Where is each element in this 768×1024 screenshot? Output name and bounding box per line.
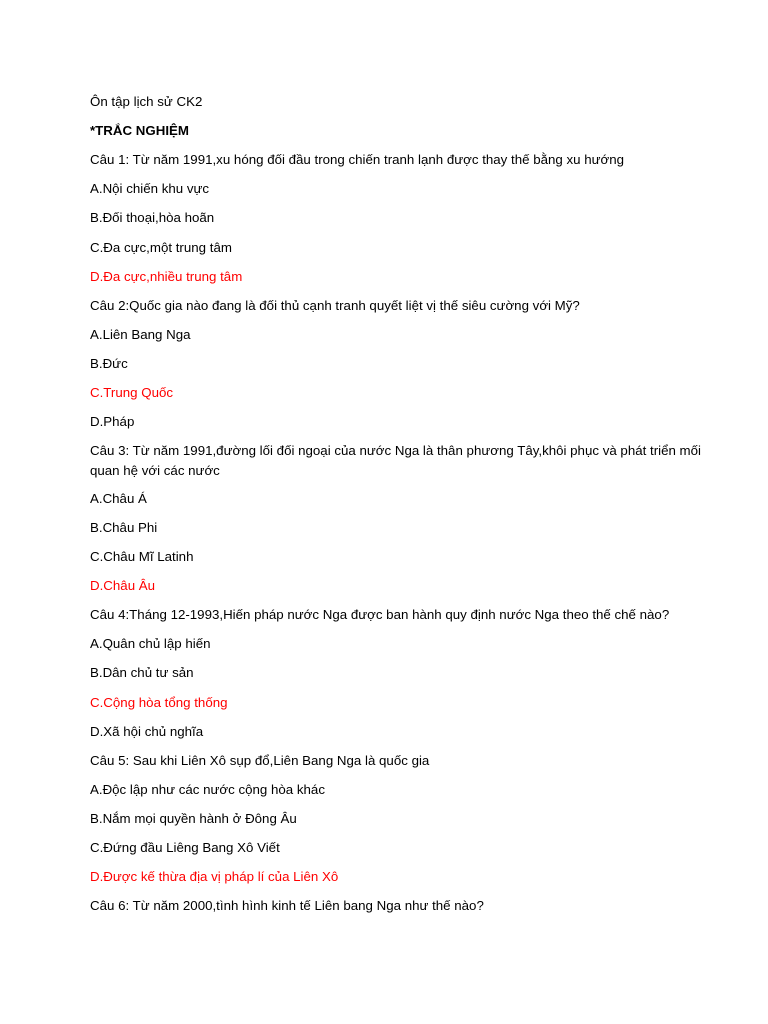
q5-option-b: B.Nắm mọi quyền hành ở Đông Âu xyxy=(90,811,297,826)
section-heading: *TRẮC NGHIỆM xyxy=(90,123,189,138)
q2-option-b: B.Đức xyxy=(90,356,128,371)
q3-option-b: B.Châu Phi xyxy=(90,520,158,535)
q4-option-b: B.Dân chủ tư sản xyxy=(90,665,194,680)
q2-option-d: D.Pháp xyxy=(90,414,135,429)
q1-option-d-answer: D.Đa cực,nhiều trung tâm xyxy=(90,269,243,284)
q3-option-a: A.Châu Á xyxy=(90,491,147,506)
question-3-line-1: Câu 3: Từ năm 1991,đường lối đối ngoại của nước Nga là thân phương Tây,khôi phục và phát triển mối xyxy=(90,443,701,458)
q1-option-a: A.Nội chiến khu vực xyxy=(90,181,210,196)
q5-option-a: A.Độc lập như các nước cộng hòa khác xyxy=(90,782,325,797)
q1-option-b: B.Đối thoại,hòa hoãn xyxy=(90,210,215,225)
question-6: Câu 6: Từ năm 2000,tình hình kinh tế Liên bang Nga như thế nào? xyxy=(90,898,484,913)
q5-option-d-answer: D.Được kế thừa địa vị pháp lí của Liên Xô xyxy=(90,869,339,884)
question-5: Câu 5: Sau khi Liên Xô sụp đổ,Liên Bang Nga là quốc gia xyxy=(90,753,430,768)
question-1: Câu 1: Từ năm 1991,xu hóng đối đầu trong chiến tranh lạnh được thay thế bằng xu hướng xyxy=(90,152,625,167)
q2-option-a: A.Liên Bang Nga xyxy=(90,327,191,342)
question-2: Câu 2:Quốc gia nào đang là đối thủ cạnh tranh quyết liệt vị thế siêu cường với Mỹ? xyxy=(90,298,580,313)
q4-option-c-answer: C.Cộng hòa tổng thống xyxy=(90,695,228,710)
q1-option-c: C.Đa cực,một trung tâm xyxy=(90,240,232,255)
q4-option-a: A.Quân chủ lập hiến xyxy=(90,636,211,651)
document-title: Ôn tập lịch sử CK2 xyxy=(90,94,203,109)
q5-option-c: C.Đứng đầu Liêng Bang Xô Viết xyxy=(90,840,280,855)
q3-option-c: C.Châu Mĩ Latinh xyxy=(90,549,194,564)
q2-option-c-answer: C.Trung Quốc xyxy=(90,385,174,400)
question-3-line-2: quan hệ với các nước xyxy=(90,463,220,478)
q4-option-d: D.Xã hội chủ nghĩa xyxy=(90,724,204,739)
question-4: Câu 4:Tháng 12-1993,Hiến pháp nước Nga được ban hành quy định nước Nga theo thế chế nào? xyxy=(90,607,670,622)
q3-option-d-answer: D.Châu Âu xyxy=(90,578,156,593)
